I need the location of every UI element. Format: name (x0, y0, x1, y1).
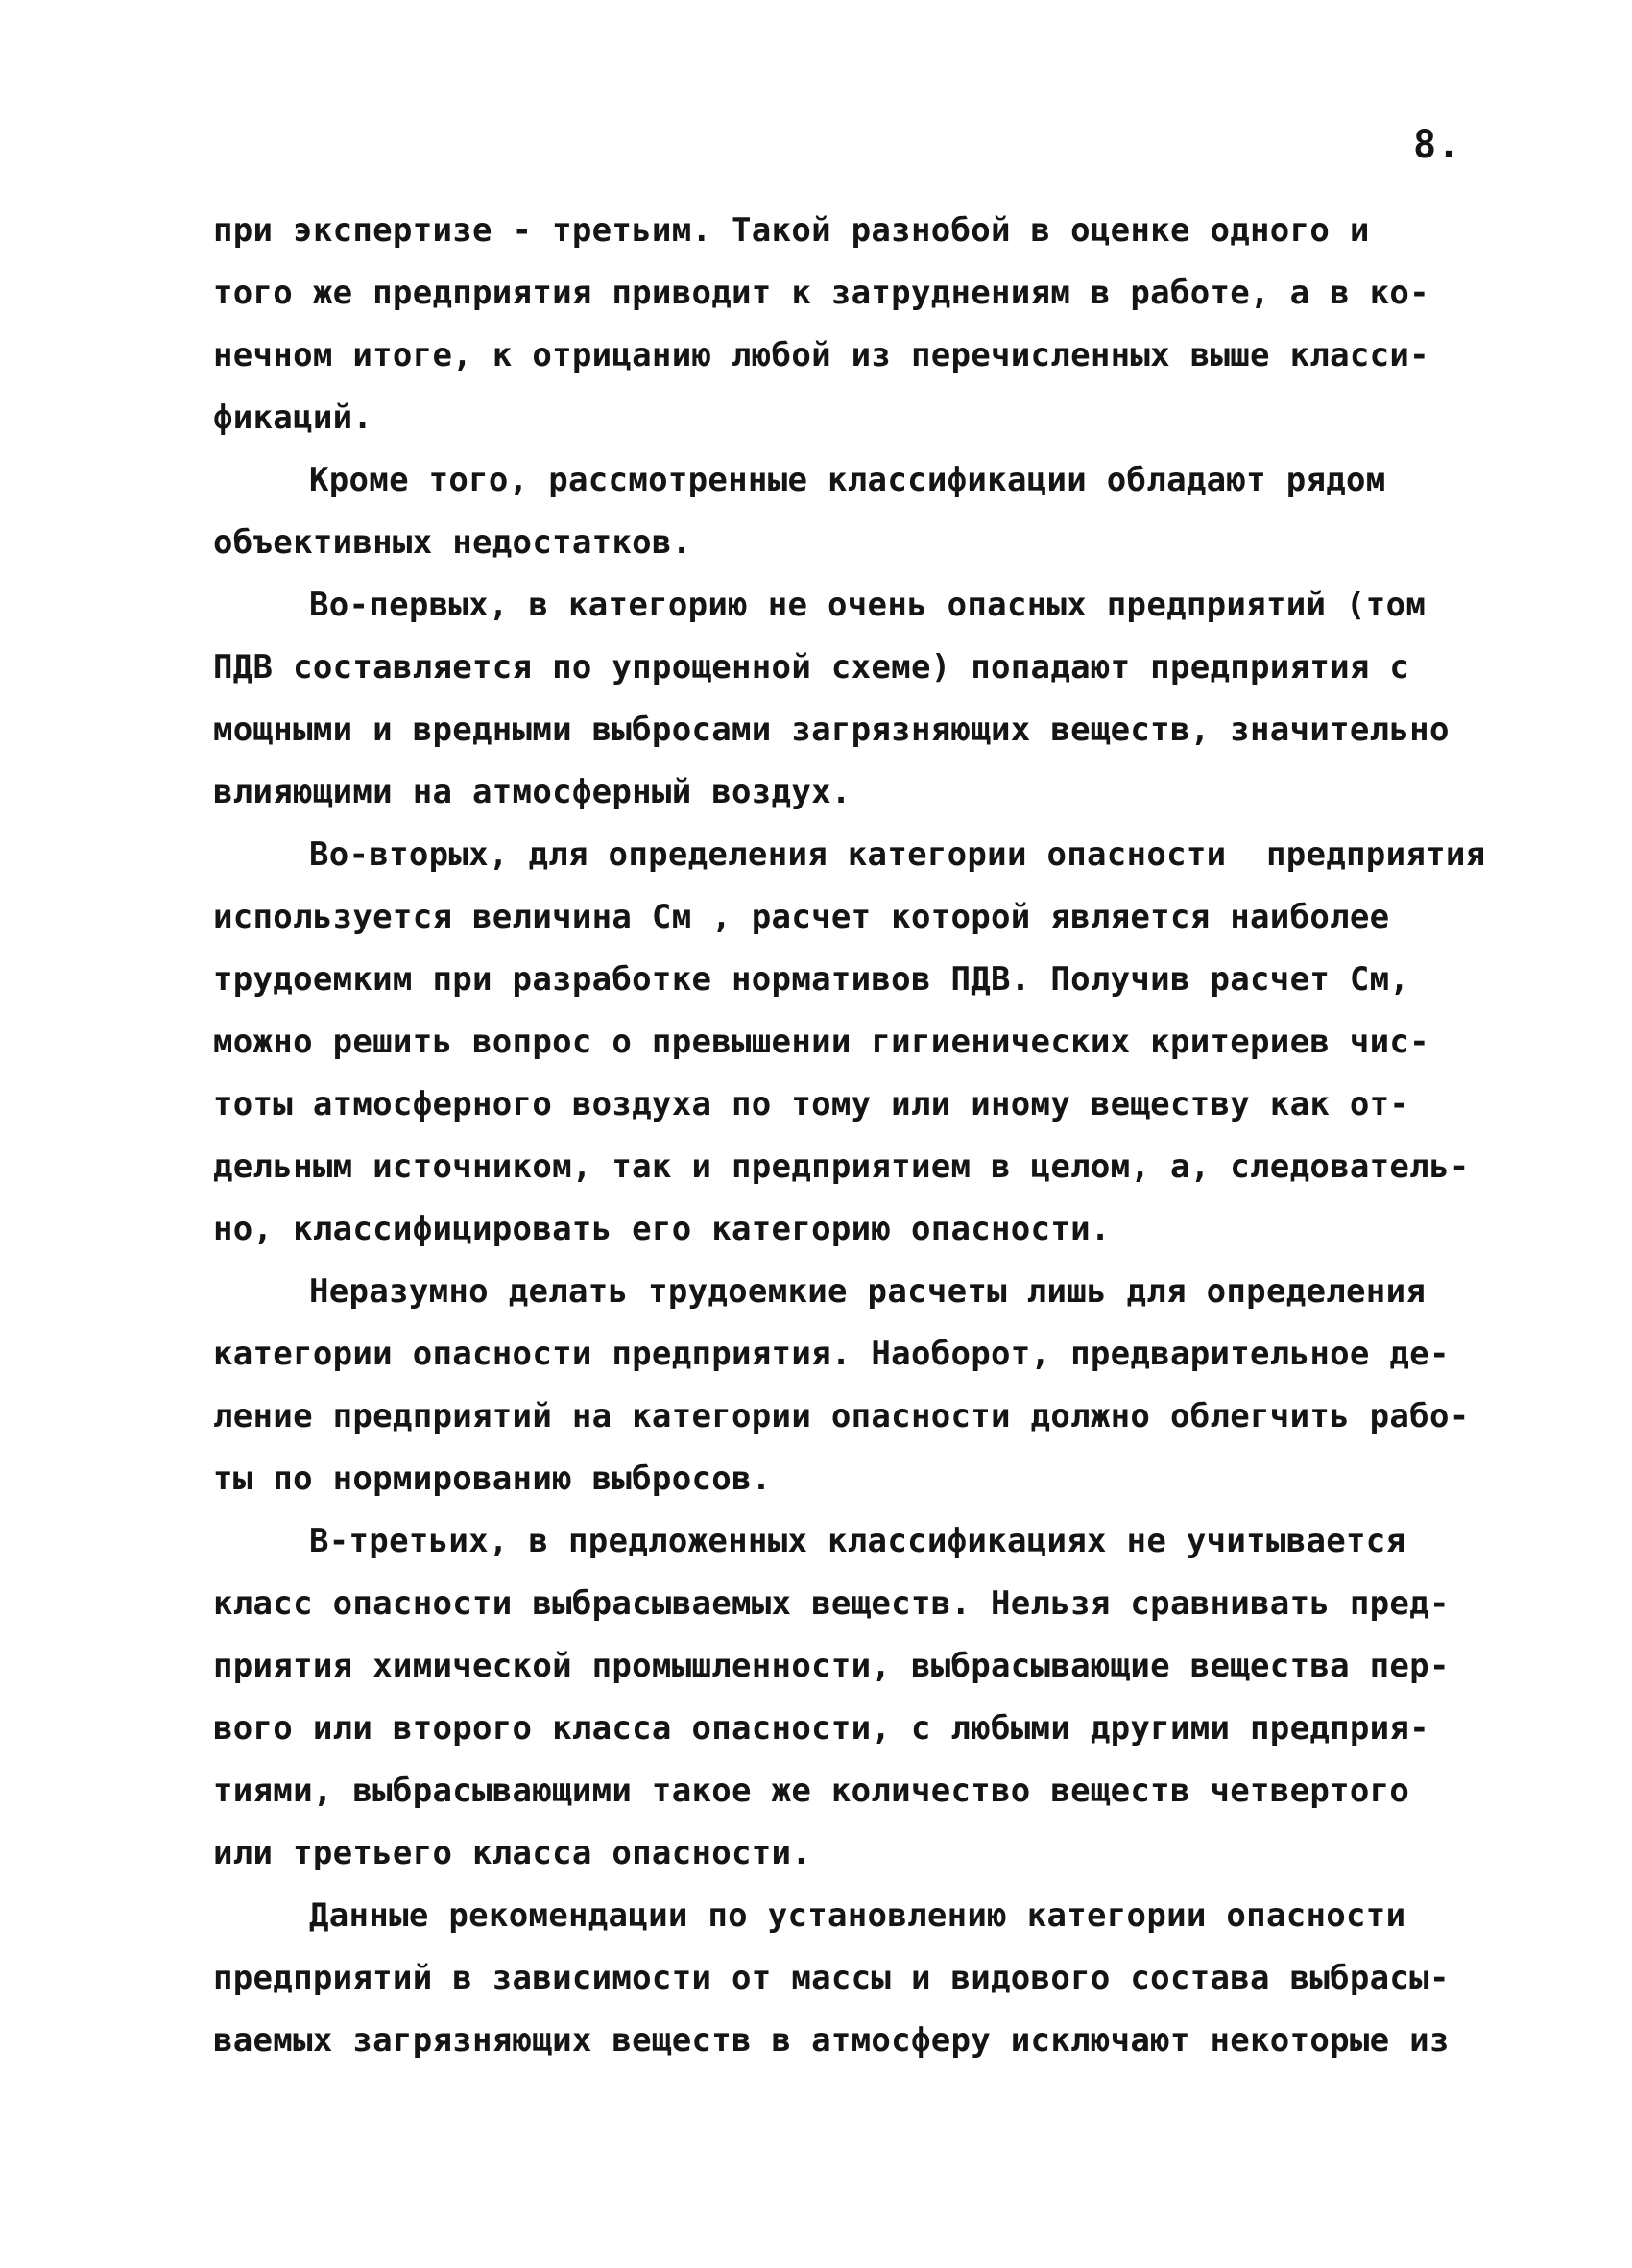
text-line: объективных недостатков. (213, 523, 692, 562)
paragraph-first-line: Во-первых, в категорию не очень опасных предприятий (том (309, 586, 1427, 624)
text-line: тоты атмосферного воздуха по тому или иному веществу как от- (213, 1085, 1410, 1123)
text-line: или третьего класса опасности. (213, 1834, 812, 1872)
text-line: мощными и вредными выбросами загрязняющих веществ, значительно (213, 711, 1450, 749)
text-line: приятия химической промышленности, выбрасывающие вещества пер- (213, 1647, 1450, 1685)
text-line: вого или второго класса опасности, с любыми другими предприя- (213, 1709, 1429, 1748)
text-line: влияющими на атмосферный воздух. (213, 773, 852, 811)
text-line: класс опасности выбрасываемых веществ. Нельзя сравнивать пред- (213, 1584, 1450, 1623)
paragraph-first-line: Неразумно делать трудоемкие расчеты лишь для определения (309, 1272, 1427, 1311)
text-line: при экспертизе - третьим. Такой разнобой в оценке одного и (213, 211, 1370, 250)
paragraph-first-line: Во-вторых, для определения категории опасности предприятия (309, 835, 1486, 874)
text-line: ты по нормированию выбросов. (213, 1460, 772, 1498)
text-line: ПДВ составляется по упрощенной схеме) попадают предприятия с (213, 648, 1410, 687)
text-line: тиями, выбрасывающими такое же количество веществ четвертого (213, 1772, 1410, 1810)
text-line: фикаций. (213, 398, 373, 437)
paragraph-first-line: Данные рекомендации по установлению категории опасности (309, 1896, 1406, 1935)
text-line: используется величина См , расчет которой является наиболее (213, 898, 1390, 936)
text-line: дельным источником, так и предприятием в целом, а, следователь- (213, 1147, 1470, 1186)
document-body (213, 200, 1486, 2072)
text-line: ваемых загрязняющих веществ в атмосферу исключают некоторые из (213, 2021, 1450, 2060)
text-line: предприятий в зависимости от массы и видового состава выбрасы- (213, 1959, 1450, 1997)
text-line: можно решить вопрос о превышении гигиенических критериев чис- (213, 1023, 1429, 1061)
text-line: того же предприятия приводит к затруднениям в работе, а в ко- (213, 274, 1429, 312)
text-line: нечном итоге, к отрицанию любой из перечисленных выше класси- (213, 336, 1429, 374)
text-line: ление предприятий на категории опасности должно облегчить рабо- (213, 1397, 1470, 1436)
text-line: категории опасности предприятия. Наоборот, предварительное де- (213, 1335, 1450, 1373)
page-number: 8. (1413, 123, 1462, 167)
text-line: но, классифицировать его категорию опасности. (213, 1210, 1111, 1248)
text-line: трудоемким при разработке нормативов ПДВ. Получив расчет См, (213, 960, 1410, 999)
paragraph-first-line: В-третьих, в предложенных классификациях не учитывается (309, 1522, 1406, 1560)
paragraph-first-line: Кроме того, рассмотренные классификации обладают рядом (309, 461, 1386, 499)
